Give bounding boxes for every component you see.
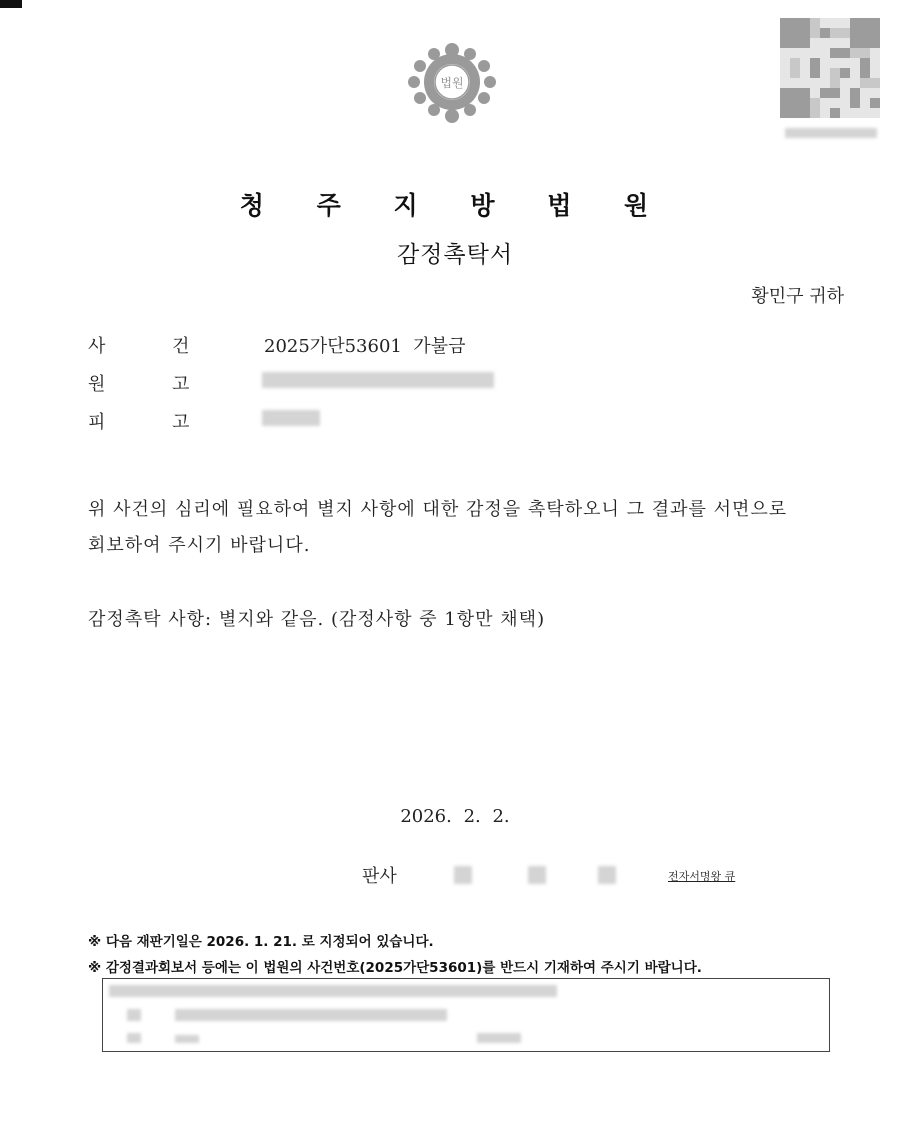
body-line-2: 회보하여 주시기 바랍니다. [88,535,311,556]
judge-name-redacted-2 [528,866,546,884]
court-name: 청 주 지 방 법 원 [239,191,671,220]
info-line-1 [109,985,557,997]
issue-date: 2026. 2. 2. [400,806,510,827]
info-box [102,978,830,1052]
plaintiff-redacted [262,372,494,388]
judge-name-redacted-1 [454,866,472,884]
defendant-redacted [262,410,320,426]
info-bullet-1 [127,1009,141,1021]
note-case-number: ※ 감정결과회보서 등에는 이 법원의 사건번호(2025가단53601)를 반드시 기재하여 주시기 바랍니다. [88,960,702,976]
court-seal-icon [404,40,500,126]
body-line-1: 위 사건의 심리에 필요하여 별지 사항에 대한 감정을 촉탁하오니 그 결과를 서면으로 [88,499,788,520]
plaintiff-label-b: 고 [172,374,190,395]
plaintiff-label-a: 원 [88,374,106,395]
recipient: 황민구 귀하 [751,286,844,307]
case-number-value: 2025가단53601 가불금 [264,336,466,357]
qr-caption [785,128,877,138]
defendant-label-a: 피 [88,412,106,433]
info-line-3a [175,1035,199,1043]
request-line: 감정촉탁 사항: 별지와 같음. (감정사항 중 1항만 채택) [88,609,546,630]
corner-mark [0,0,22,8]
defendant-label-b: 고 [172,412,190,433]
case-label-b: 건 [172,336,190,357]
judge-name-redacted-3 [598,866,616,884]
info-bullet-2 [127,1033,141,1043]
document-title: 감정촉탁서 [396,242,514,268]
qr-code-icon [780,18,880,118]
note-next-hearing: ※ 다음 재판기일은 2026. 1. 21. 로 지정되어 있습니다. [88,934,434,950]
seal-text: 법원 [440,76,464,90]
case-label-a: 사 [88,336,106,357]
info-line-3b [477,1033,521,1043]
judge-label: 판사 [362,866,397,887]
info-line-2 [175,1009,447,1021]
electronic-signature: 전자서명왕 큐 [668,870,736,883]
